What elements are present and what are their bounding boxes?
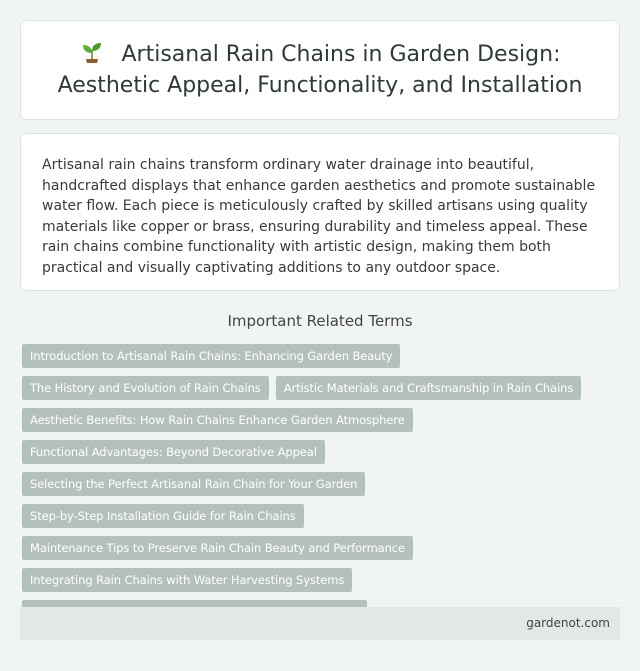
sprout-icon [80, 40, 104, 64]
intro-paragraph: Artisanal rain chains transform ordinary water drainage into beautiful, handcrafted displays that enhance garden aesthetics and promote sustainable water flow. Each piece is meticulously crafted by skilled artisans using quality materials like copper or brass, ensuring durability and timeless appeal. These rain chains combine functionality with artistic design, making them both practical and visually captivating additions to any outdoor space. [42, 157, 596, 276]
term-tag[interactable]: Artistic Materials and Craftsmanship in Rain Chains [276, 376, 582, 400]
related-terms-list [22, 344, 622, 624]
related-terms-heading: Important Related Terms [227, 312, 413, 330]
term-tag[interactable]: Integrating Rain Chains with Water Harvesting Systems [22, 568, 352, 592]
term-tag[interactable]: Functional Advantages: Beyond Decorative Appeal [22, 440, 325, 464]
term-tag[interactable]: Selecting the Perfect Artisanal Rain Chain for Your Garden [22, 472, 365, 496]
term-tag[interactable]: Step-by-Step Installation Guide for Rain Chains [22, 504, 304, 528]
term-tag[interactable]: Introduction to Artisanal Rain Chains: Enhancing Garden Beauty [22, 344, 400, 368]
page-title-text: Artisanal Rain Chains in Garden Design: Aesthetic Appeal, Functionality, and Installation [57, 42, 583, 98]
term-tag[interactable]: The History and Evolution of Rain Chains [22, 376, 269, 400]
term-tag[interactable]: Maintenance Tips to Preserve Rain Chain Beauty and Performance [22, 536, 413, 560]
title-card [20, 20, 620, 120]
intro-card [20, 133, 620, 291]
footer [20, 607, 620, 640]
page-title [51, 39, 589, 101]
term-tag[interactable]: Aesthetic Benefits: How Rain Chains Enhance Garden Atmosphere [22, 408, 413, 432]
footer-site-link[interactable]: gardenot.com [526, 616, 610, 630]
